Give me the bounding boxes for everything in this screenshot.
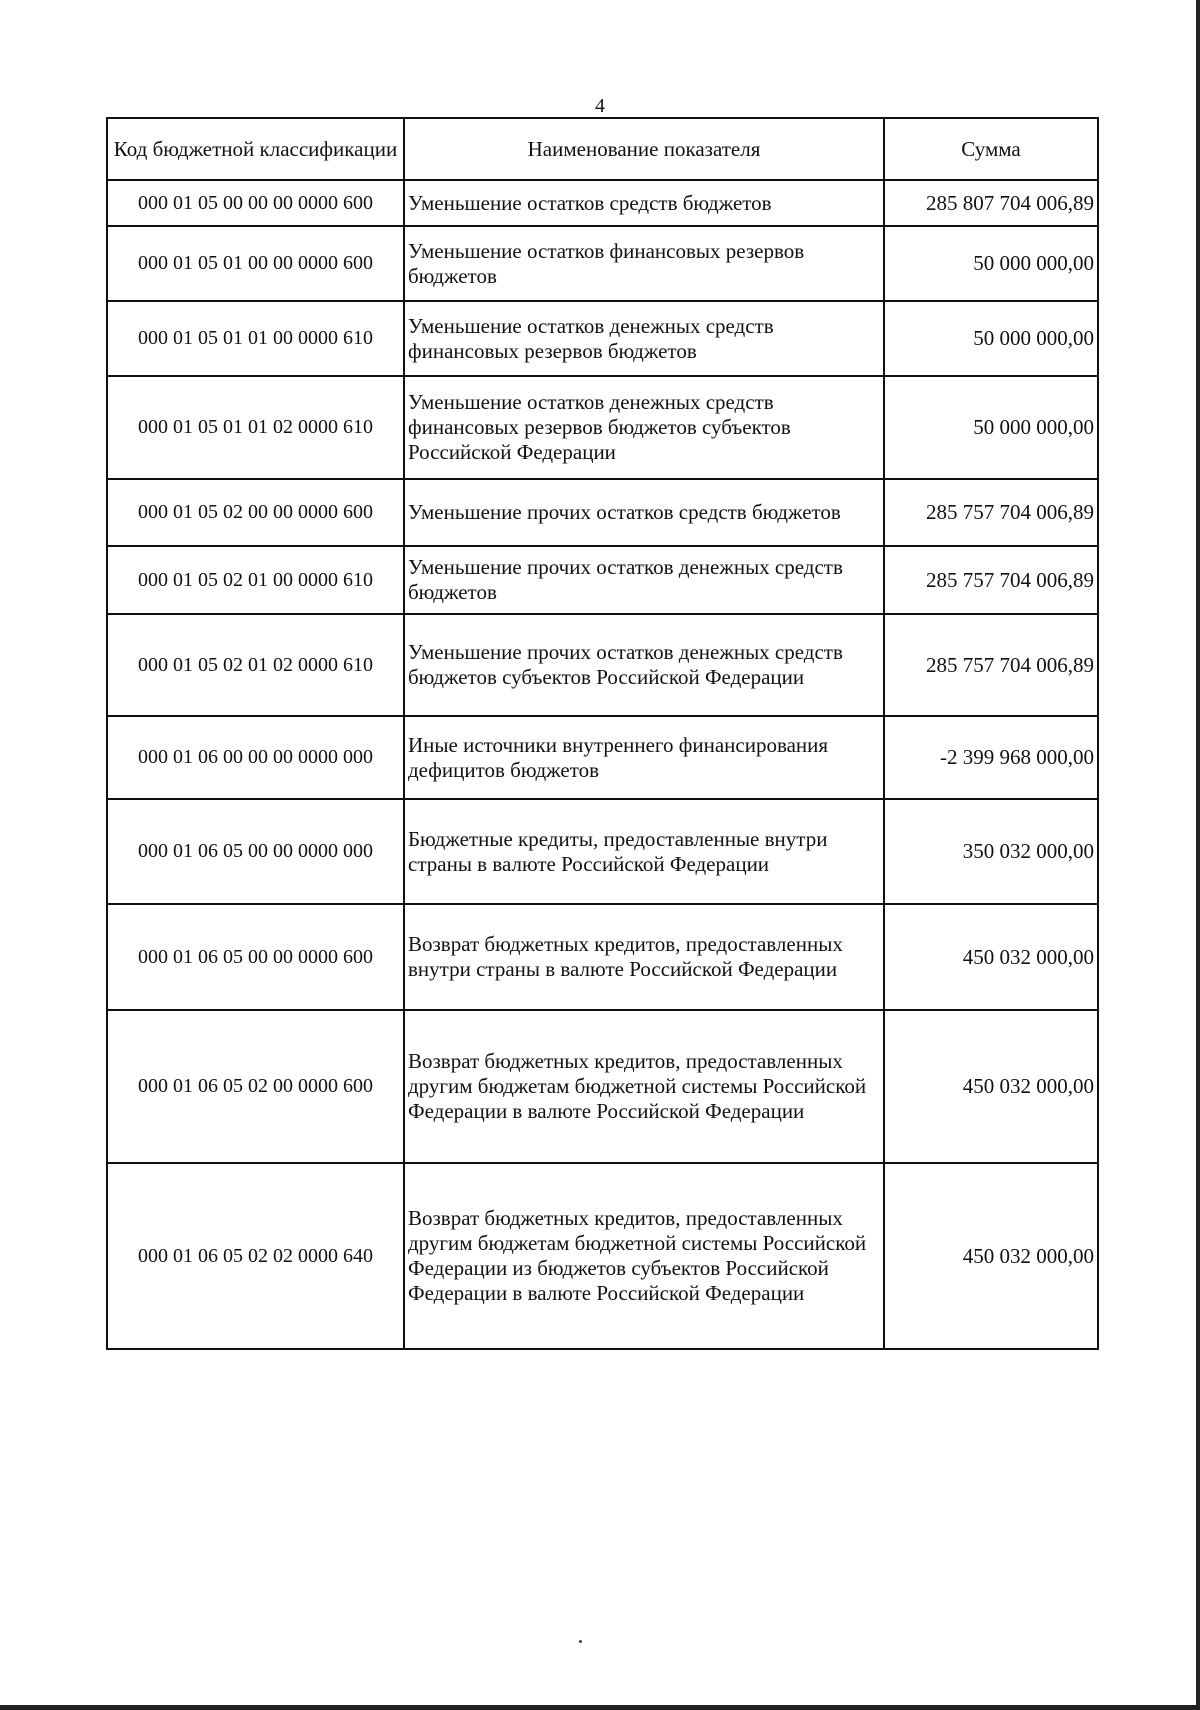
indicator-name-cell: Уменьшение остатков денежных средств финансовых резервов бюджетов субъектов Российской Федерации	[404, 376, 884, 479]
table-row	[107, 479, 1098, 546]
page-number: 4	[595, 95, 605, 117]
indicator-name-cell: Возврат бюджетных кредитов, предоставленных внутри страны в валюте Российской Федерации	[404, 904, 884, 1010]
table-row	[107, 1010, 1098, 1163]
budget-code-cell: 000 01 06 05 00 00 0000 600	[107, 904, 404, 1010]
budget-code-cell: 000 01 06 05 00 00 0000 000	[107, 799, 404, 904]
budget-code-cell: 000 01 06 05 02 00 0000 600	[107, 1010, 404, 1163]
amount-cell: 450 032 000,00	[884, 1010, 1098, 1163]
budget-code-cell: 000 01 05 01 01 02 0000 610	[107, 376, 404, 479]
header-code: Код бюджетной классификации	[107, 118, 404, 180]
budget-code-cell: 000 01 05 00 00 00 0000 600	[107, 180, 404, 226]
table-row	[107, 301, 1098, 376]
indicator-name-cell: Уменьшение прочих остатков денежных средств бюджетов субъектов Российской Федерации	[404, 614, 884, 716]
budget-code-cell: 000 01 05 01 01 00 0000 610	[107, 301, 404, 376]
indicator-name-cell: Возврат бюджетных кредитов, предоставленных другим бюджетам бюджетной системы Российской Федерации в валюте Российской Федерации	[404, 1010, 884, 1163]
table-header-row	[107, 118, 1098, 180]
table-row	[107, 614, 1098, 716]
table-row	[107, 799, 1098, 904]
scan-speck	[579, 1640, 582, 1643]
table-row	[107, 1163, 1098, 1349]
table-row	[107, 180, 1098, 226]
budget-code-cell: 000 01 05 02 00 00 0000 600	[107, 479, 404, 546]
amount-cell: 450 032 000,00	[884, 1163, 1098, 1349]
indicator-name-cell: Уменьшение прочих остатков средств бюджетов	[404, 479, 884, 546]
scan-border-bottom	[0, 1705, 1200, 1710]
indicator-name-cell: Уменьшение остатков финансовых резервов бюджетов	[404, 226, 884, 301]
table-row	[107, 546, 1098, 614]
indicator-name-cell: Уменьшение остатков денежных средств финансовых резервов бюджетов	[404, 301, 884, 376]
indicator-name-cell: Возврат бюджетных кредитов, предоставленных другим бюджетам бюджетной системы Российской Федерации из бюджетов субъектов Российской Федерации в валюте Российской Федерации	[404, 1163, 884, 1349]
table-row	[107, 226, 1098, 301]
amount-cell: 285 757 704 006,89	[884, 614, 1098, 716]
indicator-name-cell: Бюджетные кредиты, предоставленные внутри страны в валюте Российской Федерации	[404, 799, 884, 904]
amount-cell: 350 032 000,00	[884, 799, 1098, 904]
indicator-name-cell: Иные источники внутреннего финансирования дефицитов бюджетов	[404, 716, 884, 799]
table-row	[107, 904, 1098, 1010]
budget-code-cell: 000 01 05 02 01 00 0000 610	[107, 546, 404, 614]
budget-code-cell: 000 01 05 02 01 02 0000 610	[107, 614, 404, 716]
header-name: Наименование показателя	[404, 118, 884, 180]
amount-cell: 285 757 704 006,89	[884, 479, 1098, 546]
indicator-name-cell: Уменьшение остатков средств бюджетов	[404, 180, 884, 226]
indicator-name-cell: Уменьшение прочих остатков денежных средств бюджетов	[404, 546, 884, 614]
amount-cell: -2 399 968 000,00	[884, 716, 1098, 799]
scan-border-right	[1196, 0, 1200, 1710]
table-row	[107, 716, 1098, 799]
amount-cell: 285 807 704 006,89	[884, 180, 1098, 226]
amount-cell: 50 000 000,00	[884, 301, 1098, 376]
amount-cell: 50 000 000,00	[884, 226, 1098, 301]
budget-code-cell: 000 01 06 05 02 02 0000 640	[107, 1163, 404, 1349]
budget-code-cell: 000 01 06 00 00 00 0000 000	[107, 716, 404, 799]
table-row	[107, 376, 1098, 479]
header-sum: Сумма	[884, 118, 1098, 180]
amount-cell: 285 757 704 006,89	[884, 546, 1098, 614]
amount-cell: 50 000 000,00	[884, 376, 1098, 479]
budget-sources-table	[106, 117, 1099, 1350]
amount-cell: 450 032 000,00	[884, 904, 1098, 1010]
budget-code-cell: 000 01 05 01 00 00 0000 600	[107, 226, 404, 301]
